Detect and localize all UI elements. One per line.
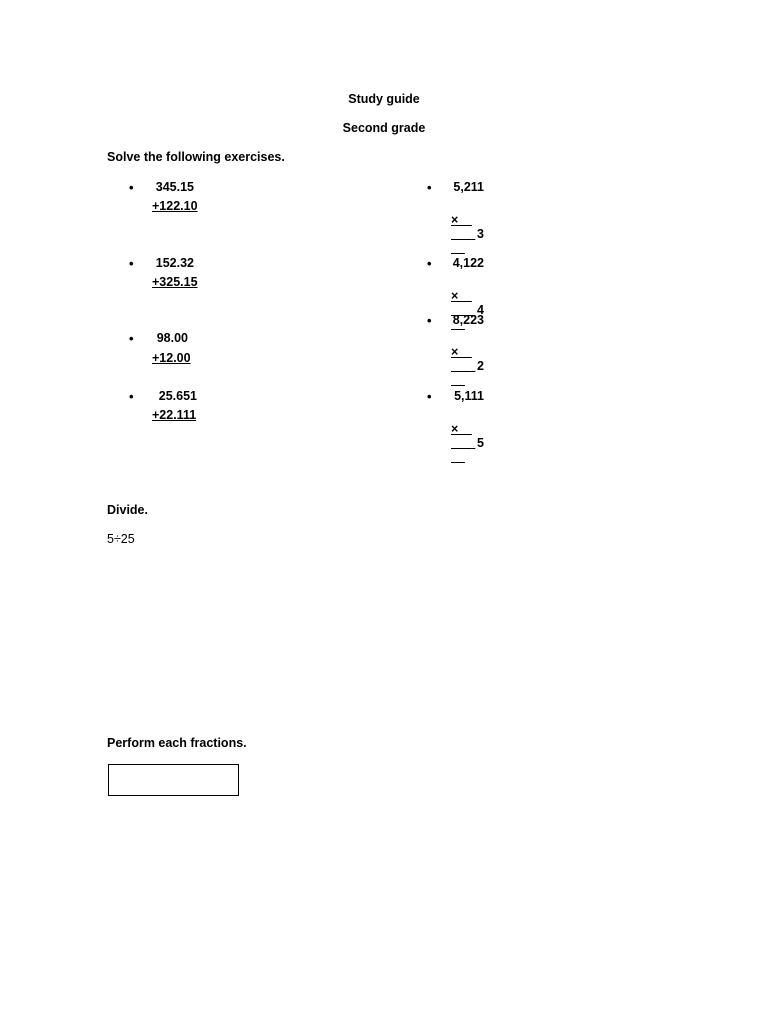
addend-bottom: +22.111 [152,408,197,422]
divide-instruction: Divide. [107,503,148,517]
multiplier: 2 [477,359,484,373]
bullet-marker: • [427,313,432,328]
multiplier: 3 [477,227,484,241]
addend-top: 25.651 [158,389,197,403]
addend-bottom: +122.10 [152,199,198,213]
multiplicand: 5,211 [453,180,484,194]
addend-top: 98.00 [156,331,188,345]
times-sign: × [451,213,459,227]
fractions-instruction: Perform each fractions. [107,736,247,750]
times-sign: × [451,422,459,436]
times-sign: × [451,289,459,303]
multiplier: 5 [477,436,484,450]
exercise-instruction: Solve the following exercises. [107,150,285,164]
division-problem: 5÷25 [107,532,135,546]
bullet-marker: • [129,180,134,195]
multiplier-row [451,331,484,387]
addend-bottom: +12.00 [152,351,191,365]
multiplicand: 8,223 [452,313,484,327]
addend-top: 345.15 [155,180,194,194]
bullet-marker: • [427,389,432,404]
bullet-marker: • [427,256,432,271]
bullet-marker: • [129,256,134,271]
bullet-marker: • [427,180,432,195]
addend-top: 152.32 [155,256,194,270]
multiplier-row [451,408,484,464]
times-sign: × [451,345,459,359]
bullet-marker: • [129,331,134,346]
answer-box [108,764,239,796]
multiplier: 4 [477,303,484,317]
multiplicand: 5,111 [454,389,484,403]
bullet-marker: • [129,389,134,404]
page-title: Study guide [348,92,420,106]
multiplicand: 4,122 [452,256,484,270]
multiplier-row [451,199,484,255]
page-subtitle: Second grade [342,121,426,135]
addend-bottom: +325.15 [152,275,198,289]
